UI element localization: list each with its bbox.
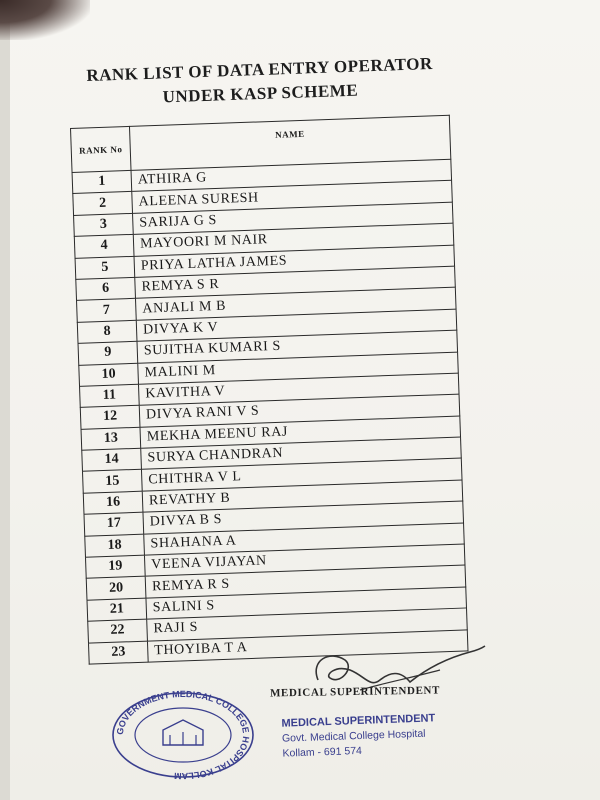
name-cell: DIVYA K V [136, 309, 457, 342]
rank-cell: 20 [86, 577, 146, 600]
rank-cell: 11 [80, 384, 140, 407]
name-cell: MAYOORI M NAIR [133, 223, 454, 256]
name-cell: PRIYA LATHA JAMES [134, 245, 455, 278]
rank-cell: 13 [81, 427, 141, 450]
name-cell: ANJALI M B [135, 287, 456, 320]
name-cell: DIVYA RANI V S [139, 394, 460, 427]
stamp-line-3: Kollam - 691 574 [282, 744, 363, 760]
background-corner [0, 0, 90, 40]
signatory-title: MEDICAL SUPERINTENDENT [269, 684, 441, 700]
rank-cell: 17 [84, 512, 144, 535]
rank-list-table-wrapper [70, 115, 469, 665]
name-cell: SURYA CHANDRAN [141, 437, 462, 470]
rank-cell: 10 [79, 363, 139, 386]
rank-cell: 16 [83, 491, 143, 514]
rank-cell: 1 [72, 170, 132, 193]
rank-cell: 6 [76, 277, 136, 300]
rank-list-table [70, 115, 469, 665]
name-column-header: NAME [129, 115, 450, 170]
name-cell: RAJI S [147, 608, 468, 641]
name-cell: SARIJA G S [133, 202, 454, 235]
name-cell: REVATHY B [142, 480, 463, 513]
rank-cell: 9 [78, 341, 138, 364]
rank-cell: 15 [83, 470, 143, 493]
rank-column-header: RANK No [71, 126, 131, 172]
rank-cell: 5 [75, 256, 135, 279]
name-cell: ATHIRA G [131, 159, 452, 192]
name-cell: SALINI S [146, 587, 467, 620]
rank-cell: 14 [82, 448, 142, 471]
name-cell: MALINI M [138, 352, 459, 385]
hospital-seal [108, 690, 258, 780]
name-cell: KAVITHA V [138, 373, 459, 406]
stamp-line-2: Govt. Medical College Hospital [281, 727, 426, 745]
seal-text: GOVERNMENT MEDICAL COLLEGE HOSPITAL KOLLAM [114, 690, 252, 780]
rank-cell: 19 [85, 555, 145, 578]
name-cell: REMYA R S [145, 565, 466, 598]
name-cell: ALEENA SURESH [132, 181, 453, 214]
name-cell: THOYIBA T A [147, 630, 468, 663]
rank-cell: 8 [77, 320, 137, 343]
rank-cell: 7 [77, 299, 137, 322]
name-cell: REMYA S R [135, 266, 456, 299]
official-stamp [281, 711, 436, 761]
rank-cell: 3 [74, 213, 134, 236]
name-cell: MEKHA MEENU RAJ [140, 416, 461, 449]
name-cell: SHAHANA A [144, 523, 465, 556]
rank-cell: 22 [88, 619, 148, 642]
rank-cell: 2 [73, 192, 133, 215]
table-body [72, 159, 468, 664]
name-cell: SUJITHA KUMARI S [137, 330, 458, 363]
stamp-line-1: MEDICAL SUPERINTENDENT [281, 712, 436, 730]
name-cell: CHITHRA V L [141, 459, 462, 492]
title-line-2: UNDER KASP SCHEME [162, 80, 359, 107]
rank-cell: 18 [85, 534, 145, 557]
rank-cell: 4 [74, 235, 134, 258]
rank-cell: 23 [88, 641, 148, 664]
name-cell: VEENA VIJAYAN [144, 544, 465, 577]
rank-cell: 21 [87, 598, 147, 621]
rank-cell: 12 [80, 406, 140, 429]
title-line-1: RANK LIST OF DATA ENTRY OPERATOR [86, 53, 434, 86]
name-cell: DIVYA B S [143, 501, 464, 534]
